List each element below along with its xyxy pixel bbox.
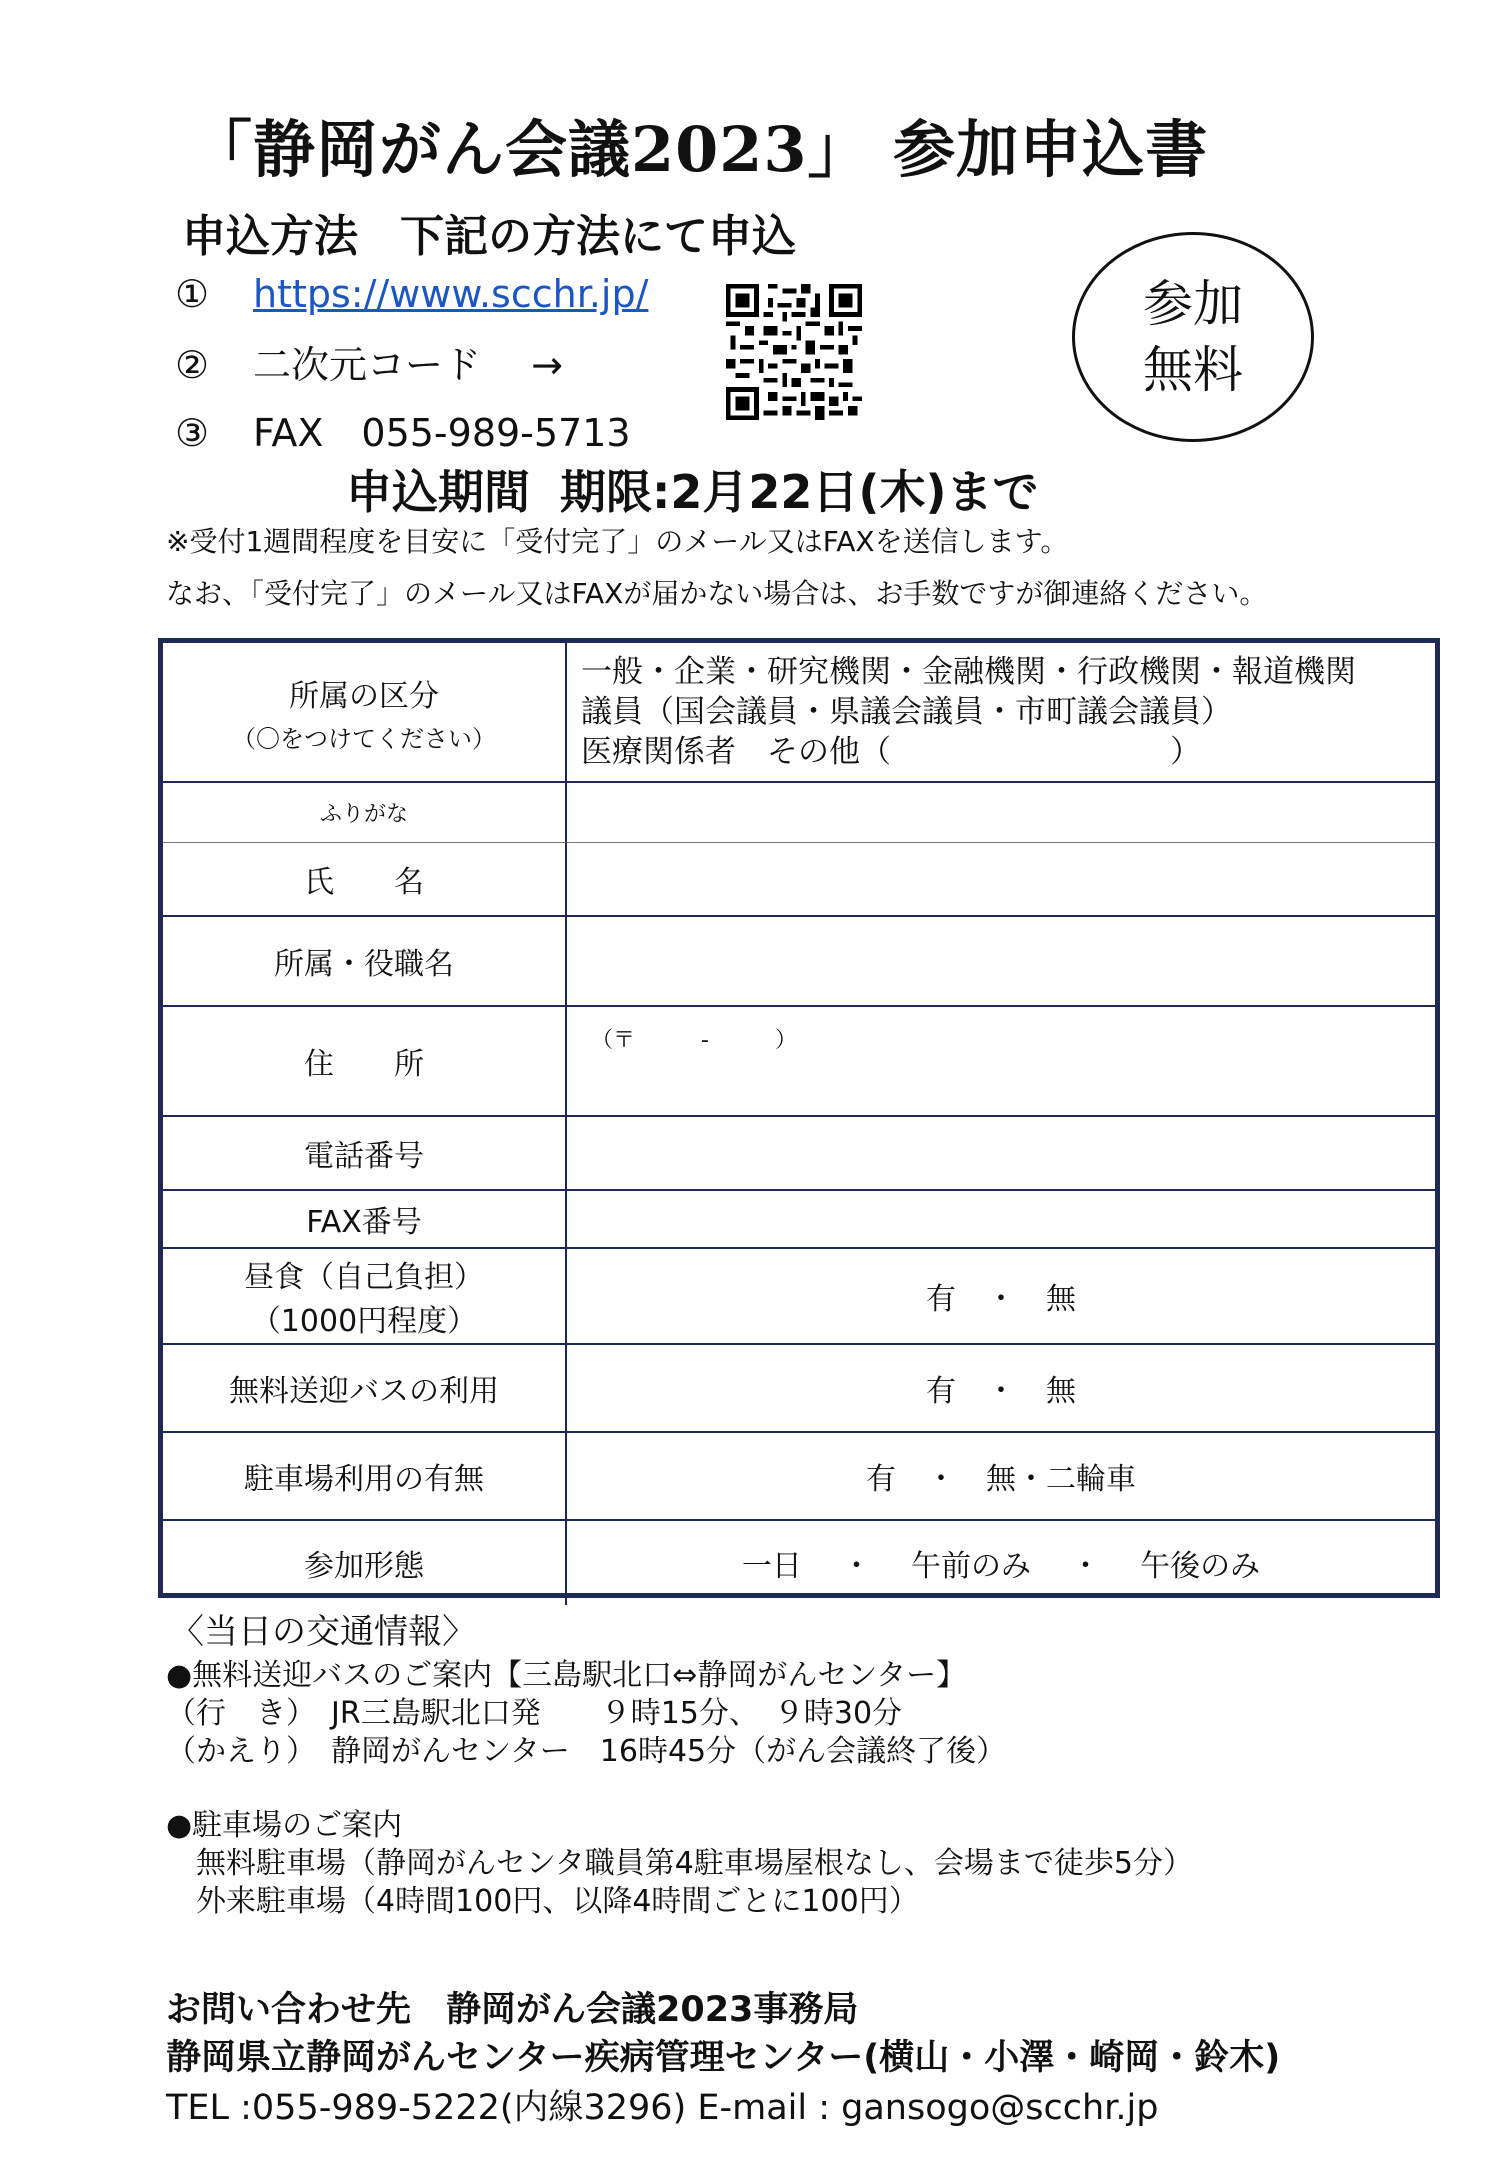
parking-info-heading: ●駐車場のご案内: [166, 1808, 403, 1843]
parking-options-cell[interactable]: [567, 1433, 1435, 1521]
parking-options[interactable]: 有 ・ 無・二輪車: [866, 1462, 1136, 1497]
application-form-table: [158, 638, 1440, 1598]
method-number: ③: [175, 411, 210, 455]
free-admission-badge: [1072, 232, 1314, 442]
fax-label: FAX番号: [306, 1205, 422, 1240]
category-label: 所属の区分: [289, 678, 439, 714]
traffic-info-title: 〈当日の交通情報〉: [170, 1612, 476, 1652]
lunch-options[interactable]: 有 ・ 無: [926, 1282, 1076, 1317]
website-link[interactable]: https://www.scchr.jp/: [253, 272, 649, 316]
contact-tel-email: TEL :055-989-5222(内線3296) E-mail : gansogo@scchr.jp: [166, 2088, 1159, 2128]
badge-line2: 無料: [1143, 341, 1243, 399]
fax-input[interactable]: [567, 1191, 1435, 1249]
bus-go-line: （行 き） JR三島駅北口発 ９時15分、 ９時30分: [166, 1696, 903, 1731]
lunch-label: 昼食（自己負担）: [244, 1260, 484, 1295]
method-number: ②: [175, 343, 210, 387]
note-line: なお、「受付完了」のメール又はFAXが届かない場合は、お手数ですが御連絡ください。: [166, 577, 1268, 610]
name-label: 氏 名: [304, 865, 424, 900]
contact-heading: お問い合わせ先 静岡がん会議2023事務局: [166, 1990, 859, 2030]
category-option[interactable]: 議員（国会議員・県議会議員・市町議会議員）: [581, 694, 1232, 730]
contact-organization: 静岡県立静岡がんセンター疾病管理センター(横山・小澤・崎岡・鈴木): [166, 2038, 1281, 2078]
method-number: ①: [175, 272, 210, 316]
phone-label: 電話番号: [304, 1139, 424, 1174]
badge-line1: 参加: [1143, 275, 1243, 333]
method-item-fax: [175, 402, 631, 457]
page-title: 「静岡がん会議2023」 参加申込書: [190, 113, 1209, 186]
method-qr-text: 二次元コード →: [253, 343, 563, 387]
parking-label-cell: [163, 1433, 567, 1521]
method-item-qr: [175, 334, 563, 389]
category-option[interactable]: 一般・企業・研究機関・金融機関・行政機関・報道機関: [581, 654, 1356, 690]
phone-label-cell: [163, 1117, 567, 1191]
lunch-options-cell[interactable]: [567, 1249, 1435, 1345]
furigana-label-cell: [163, 783, 567, 843]
category-options-cell[interactable]: [567, 643, 1435, 783]
address-input[interactable]: [567, 1007, 1435, 1117]
bus-label-cell: [163, 1345, 567, 1433]
affiliation-label-cell: [163, 917, 567, 1007]
bus-info-heading: ●無料送迎バスのご案内【三島駅北口⇔静岡がんセンター】: [166, 1658, 967, 1693]
method-heading: [182, 200, 796, 264]
bus-label: 無料送迎バスの利用: [229, 1374, 499, 1409]
parking-label: 駐車場利用の有無: [244, 1462, 484, 1497]
address-label: 住 所: [304, 1047, 424, 1082]
method-item-url: [175, 272, 648, 316]
affiliation-label: 所属・役職名: [274, 947, 454, 982]
name-input[interactable]: [567, 843, 1435, 917]
affiliation-input[interactable]: [567, 917, 1435, 1007]
parking-free-line: 無料駐車場（静岡がんセンタ職員第4駐車場屋根なし、会場まで徒歩5分）: [166, 1846, 1193, 1881]
participation-label: 参加形態: [304, 1549, 424, 1584]
category-label-cell: [163, 643, 567, 783]
furigana-input[interactable]: [567, 783, 1435, 843]
name-label-cell: [163, 843, 567, 917]
period-deadline: 期限:2月22日(木)まで: [560, 465, 1039, 519]
qr-code-icon[interactable]: [726, 284, 862, 420]
lunch-label-cell: [163, 1249, 567, 1345]
period-label: 申込期間: [346, 465, 530, 519]
category-sub-label: （〇をつけてください）: [232, 724, 496, 753]
fax-label-cell: [163, 1191, 567, 1249]
note-line: ※受付1週間程度を目安に「受付完了」のメール又はFAXを送信します。: [166, 525, 1069, 558]
address-label-cell: [163, 1007, 567, 1117]
bus-return-line: （かえり） 静岡がんセンター 16時45分（がん会議終了後）: [166, 1734, 1007, 1769]
parking-outpatient-line: 外来駐車場（4時間100円、以降4時間ごとに100円）: [166, 1884, 919, 1919]
bus-options[interactable]: 有 ・ 無: [926, 1374, 1076, 1409]
postal-code-field[interactable]: （〒 - ）: [591, 1028, 797, 1053]
furigana-label: ふりがな: [319, 802, 408, 827]
application-period: [346, 456, 1038, 522]
method-fax-text: FAX 055-989-5713: [253, 411, 631, 455]
category-option[interactable]: 医療関係者 その他（ ）: [581, 734, 1201, 770]
participation-label-cell: [163, 1521, 567, 1605]
method-heading-label: 申込方法: [182, 211, 358, 262]
participation-options-cell[interactable]: [567, 1521, 1435, 1605]
method-heading-note: 下記の方法にて申込: [400, 211, 796, 262]
lunch-price-label: （1000円程度）: [250, 1304, 478, 1339]
participation-options[interactable]: 一日 ・ 午前のみ ・ 午後のみ: [741, 1549, 1261, 1584]
bus-options-cell[interactable]: [567, 1345, 1435, 1433]
phone-input[interactable]: [567, 1117, 1435, 1191]
